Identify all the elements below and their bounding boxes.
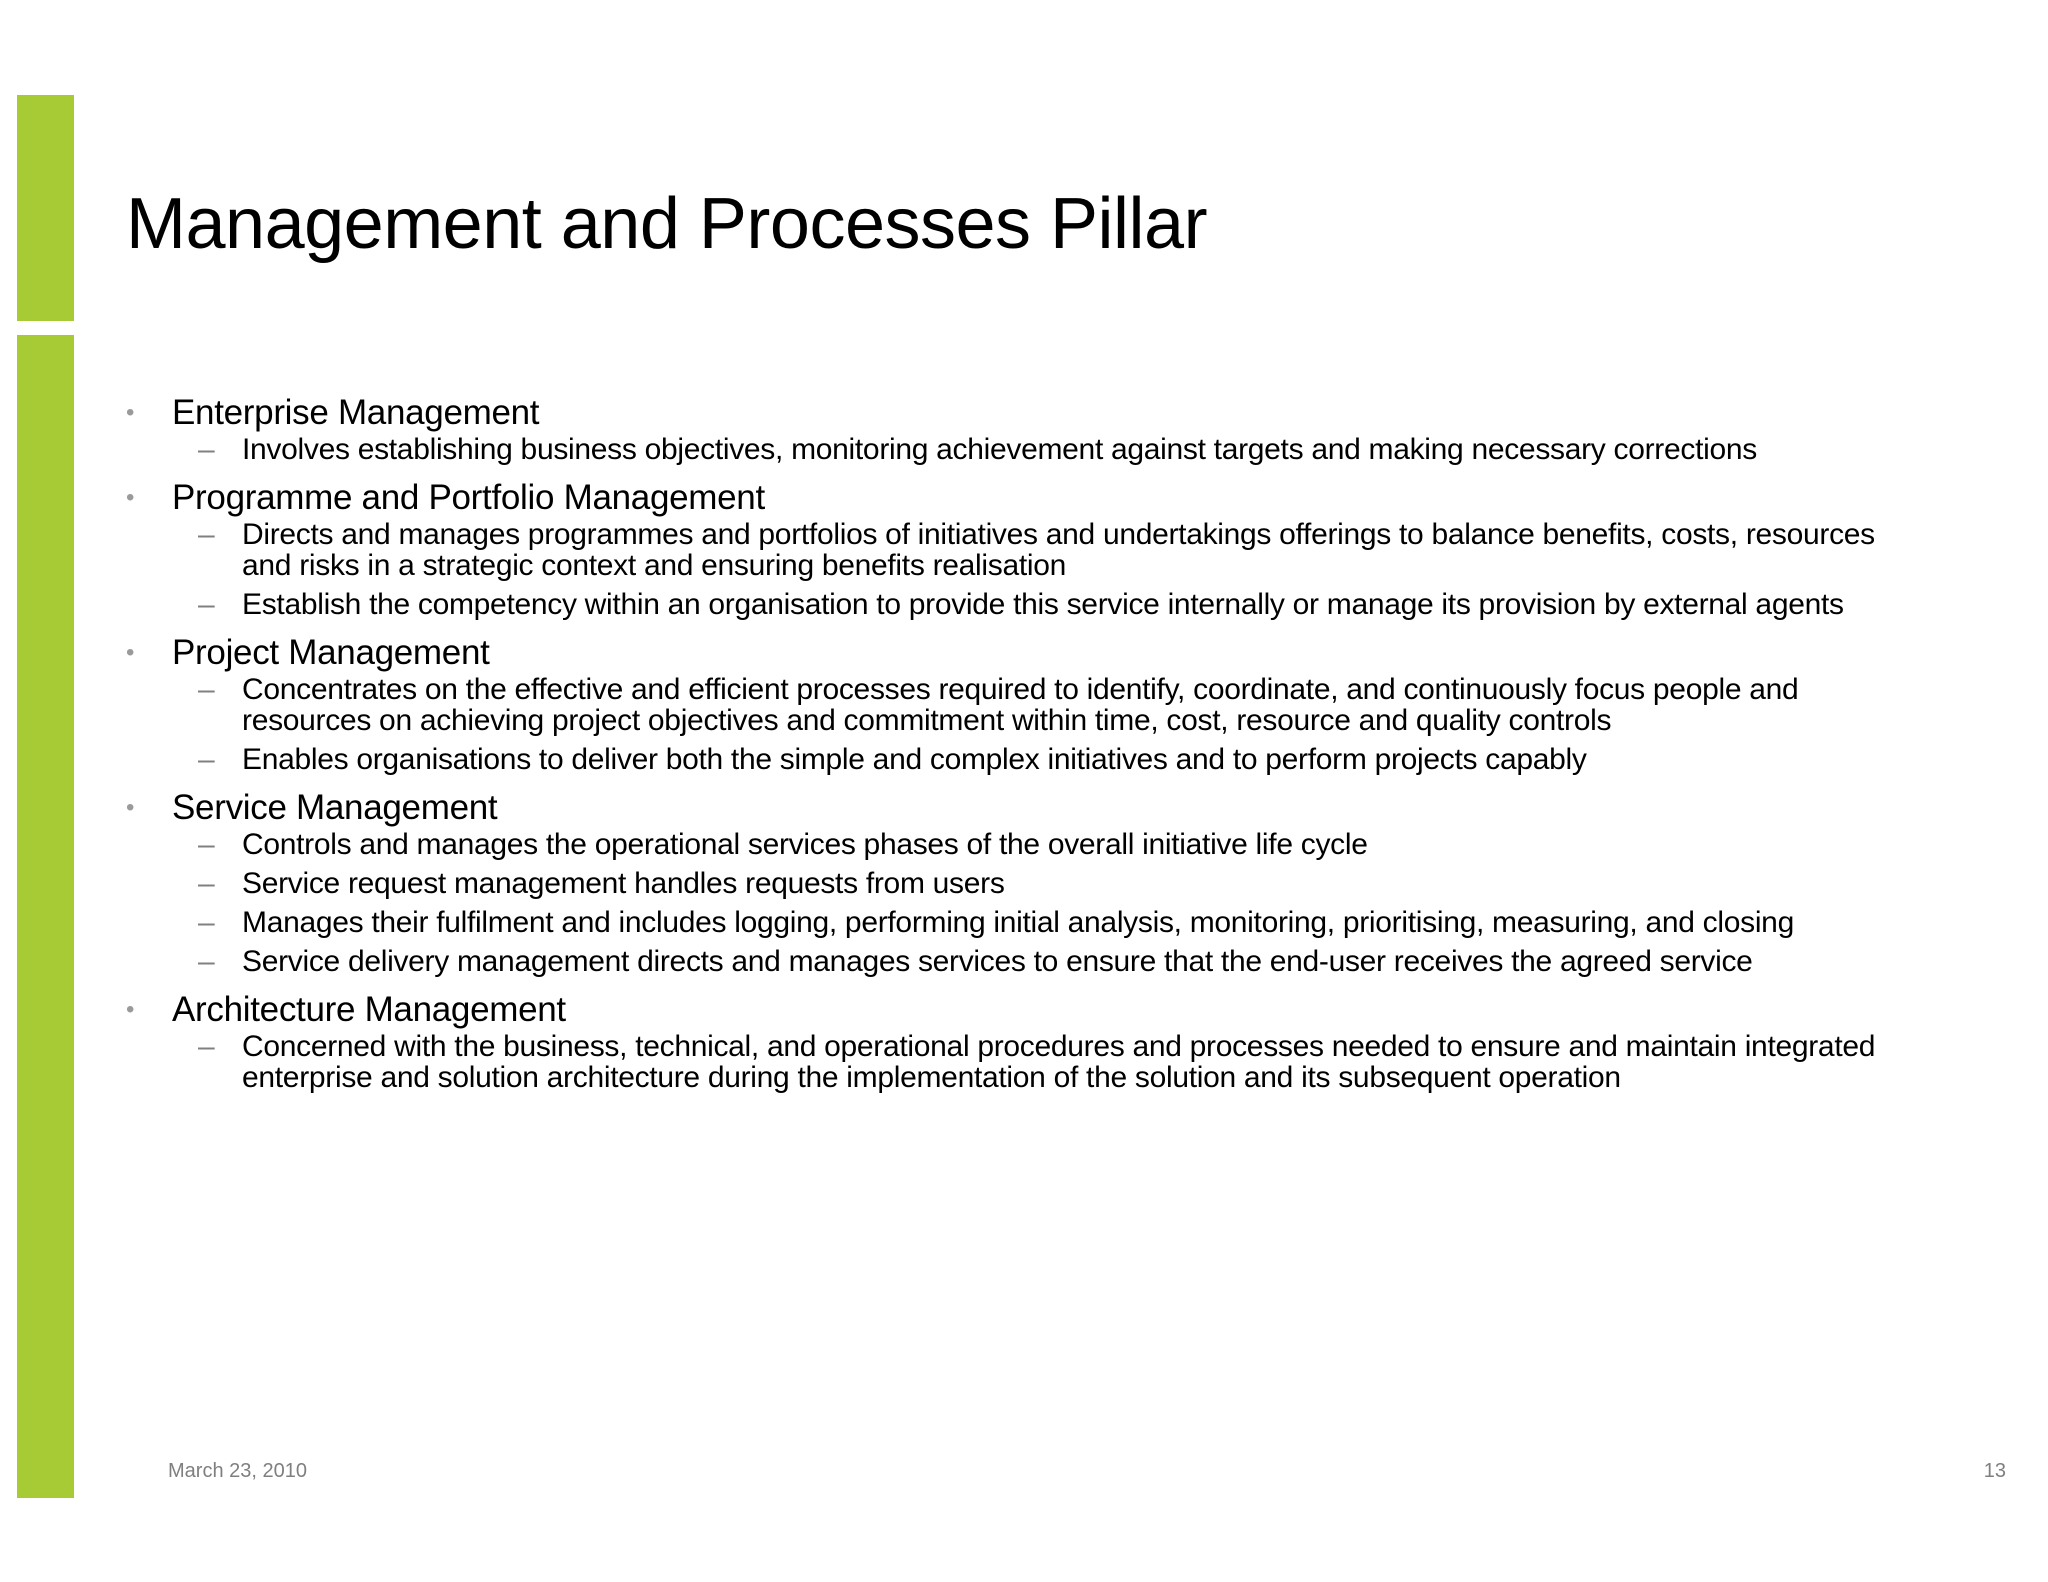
bullet-heading-text: Programme and Portfolio Management xyxy=(172,478,765,517)
dash-icon: – xyxy=(198,588,215,621)
bullet-heading xyxy=(126,477,1886,519)
sub-bullet-text: Service request management handles requests from users xyxy=(242,867,1005,900)
bullet-section xyxy=(126,392,1886,465)
bullet-section xyxy=(126,787,1886,977)
sub-bullet-text: Involves establishing business objectives, monitoring achievement against targets and making necessary corrections xyxy=(242,433,1757,466)
sub-bullet-text: Controls and manages the operational services phases of the overall initiative life cycle xyxy=(242,828,1368,861)
bullet-dot-icon: • xyxy=(126,996,135,1023)
sub-bullet xyxy=(126,674,1886,736)
sub-bullet-text: Concerned with the business, technical, and operational procedures and processes needed to ensure and maintain integrated enterprise and solution architecture during the implementation of the solution and its subsequent operation xyxy=(242,1030,1876,1094)
sub-bullet-text: Service delivery management directs and manages services to ensure that the end-user receives the agreed service xyxy=(242,945,1753,978)
dash-icon: – xyxy=(198,1030,215,1063)
dash-icon: – xyxy=(198,433,215,466)
sub-bullet xyxy=(126,907,1886,938)
sub-bullet xyxy=(126,519,1886,581)
sub-bullet-text: Directs and manages programmes and portfolios of initiatives and undertakings offerings to balance benefits, costs, resources and risks in a strategic context and ensuring benefits realisation xyxy=(242,518,1875,582)
sub-bullet xyxy=(126,1031,1886,1093)
slide-title: Management and Processes Pillar xyxy=(126,184,1208,264)
bullet-section xyxy=(126,989,1886,1093)
bullet-heading-text: Architecture Management xyxy=(172,990,566,1029)
footer-date: March 23, 2010 xyxy=(168,1460,307,1482)
sub-bullet-text: Enables organisations to deliver both the simple and complex initiatives and to perform projects capably xyxy=(242,743,1587,776)
bullet-heading-text: Enterprise Management xyxy=(172,393,540,432)
bullet-dot-icon: • xyxy=(126,639,135,666)
accent-bar-bottom xyxy=(17,335,74,1498)
dash-icon: – xyxy=(198,906,215,939)
bullet-heading xyxy=(126,989,1886,1031)
sub-bullet xyxy=(126,946,1886,977)
sub-bullet-text: Establish the competency within an organisation to provide this service internally or manage its provision by external agents xyxy=(242,588,1844,621)
dash-icon: – xyxy=(198,518,215,551)
bullet-dot-icon: • xyxy=(126,794,135,821)
bullet-dot-icon: • xyxy=(126,484,135,511)
bullet-dot-icon: • xyxy=(126,399,135,426)
bullet-section xyxy=(126,477,1886,620)
slide-body xyxy=(126,392,1886,1105)
bullet-heading-text: Service Management xyxy=(172,788,498,827)
sub-bullet xyxy=(126,434,1886,465)
accent-bar-top xyxy=(17,95,74,321)
page-number: 13 xyxy=(1983,1460,2006,1482)
bullet-heading xyxy=(126,392,1886,434)
bullet-heading-text: Project Management xyxy=(172,633,490,672)
dash-icon: – xyxy=(198,828,215,861)
dash-icon: – xyxy=(198,673,215,706)
sub-bullet xyxy=(126,589,1886,620)
sub-bullet xyxy=(126,829,1886,860)
dash-icon: – xyxy=(198,743,215,776)
sub-bullet xyxy=(126,868,1886,899)
bullet-section xyxy=(126,632,1886,775)
dash-icon: – xyxy=(198,945,215,978)
sub-bullet-text: Manages their fulfilment and includes logging, performing initial analysis, monitoring, prioritising, measuring, and closing xyxy=(242,906,1794,939)
sub-bullet-text: Concentrates on the effective and efficient processes required to identify, coordinate, and continuously focus people and resources on achieving project objectives and commitment within time, cost, resource and quality controls xyxy=(242,673,1799,737)
sub-bullet xyxy=(126,744,1886,775)
bullet-heading xyxy=(126,632,1886,674)
dash-icon: – xyxy=(198,867,215,900)
bullet-heading xyxy=(126,787,1886,829)
